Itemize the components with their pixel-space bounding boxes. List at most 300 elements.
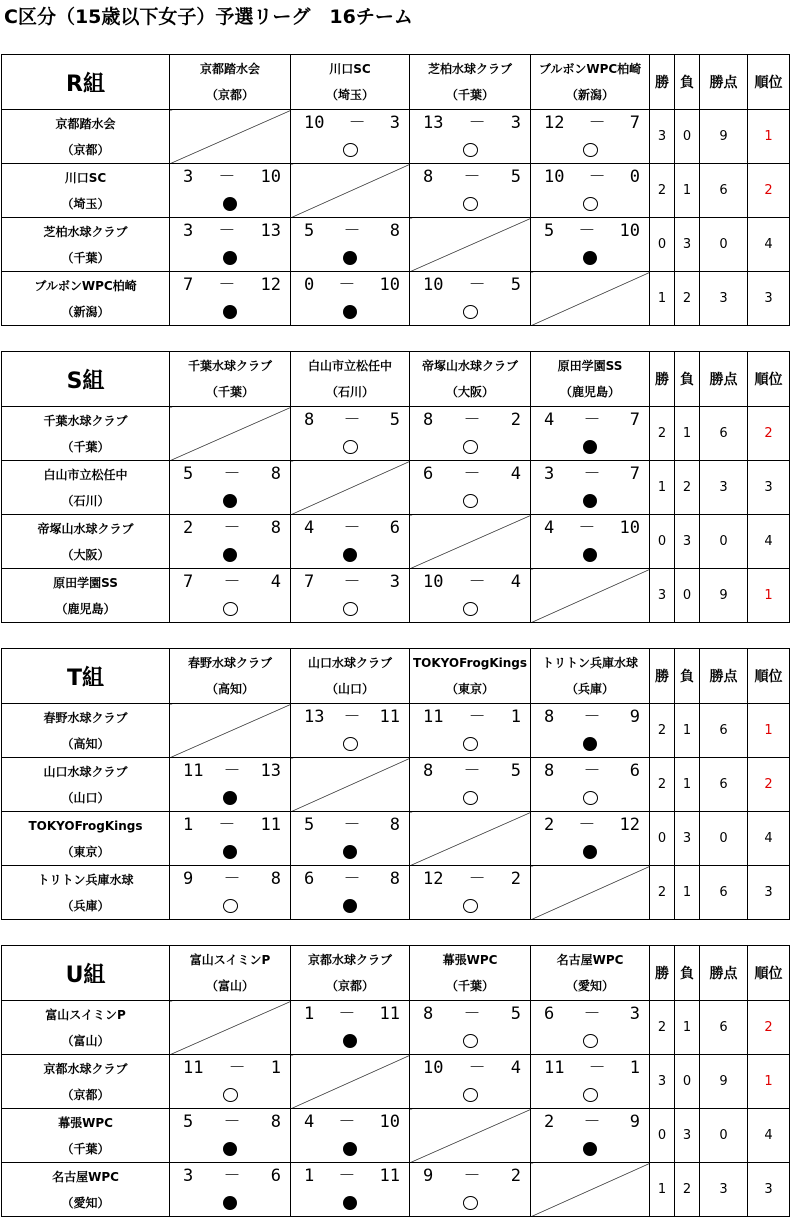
loss-dot-icon xyxy=(223,548,237,562)
team-row xyxy=(2,812,790,866)
wins-cell: 1 xyxy=(650,461,675,515)
score-own: 0 xyxy=(304,275,315,295)
score-own: 10 xyxy=(423,275,444,295)
team-region: （高知） xyxy=(61,736,110,751)
score-own: 3 xyxy=(544,464,555,484)
wins-cell: 2 xyxy=(650,866,675,920)
losses-header: 負 xyxy=(675,946,700,1001)
match-score xyxy=(410,704,530,730)
diagonal-cell xyxy=(170,1001,291,1055)
team-name: 春野水球クラブ xyxy=(43,710,128,725)
team-row xyxy=(2,110,790,164)
score-dash: － xyxy=(223,761,241,781)
score-opponent: 8 xyxy=(270,869,281,889)
losses-header: 負 xyxy=(675,352,700,407)
points-header: 勝点 xyxy=(700,55,748,110)
team-region: （愛知） xyxy=(565,979,614,993)
match-score xyxy=(170,866,290,892)
column-team-header xyxy=(410,946,531,1001)
score-opponent: 2 xyxy=(510,869,521,889)
losses-cell: 1 xyxy=(675,866,700,920)
team-name: TOKYOFrogKings xyxy=(28,818,143,833)
match-score xyxy=(531,515,649,541)
match-score xyxy=(170,218,290,244)
score-opponent: 8 xyxy=(389,221,400,241)
loss-dot-icon xyxy=(583,548,597,562)
win-circle-icon xyxy=(463,440,478,454)
loss-dot-icon xyxy=(343,845,357,859)
team-region: （高知） xyxy=(205,682,254,696)
win-circle-icon xyxy=(343,440,358,454)
team-region: （千葉） xyxy=(61,250,110,265)
match-result xyxy=(291,407,410,461)
score-dash: － xyxy=(468,1058,486,1078)
match-result xyxy=(531,1001,650,1055)
score-opponent: 2 xyxy=(510,1166,521,1186)
score-opponent: 4 xyxy=(270,572,281,592)
result-mark xyxy=(291,136,409,163)
score-own: 5 xyxy=(183,1112,194,1132)
rank-header: 順位 xyxy=(748,946,790,1001)
team-name: 京都踏水会 xyxy=(55,116,116,131)
score-own: 5 xyxy=(304,221,315,241)
match-score xyxy=(531,812,649,838)
match-result xyxy=(291,866,410,920)
score-own: 9 xyxy=(423,1166,434,1186)
score-dash: － xyxy=(338,275,356,295)
match-score xyxy=(531,461,649,487)
loss-dot-icon xyxy=(583,1142,597,1156)
column-team-header xyxy=(291,352,410,407)
score-dash: － xyxy=(588,167,606,187)
result-mark xyxy=(531,730,649,757)
score-opponent: 10 xyxy=(379,275,400,295)
match-result xyxy=(410,1055,531,1109)
points-cell: 9 xyxy=(700,110,748,164)
score-opponent: 10 xyxy=(260,167,281,187)
score-opponent: 3 xyxy=(389,113,400,133)
score-dash: － xyxy=(223,1112,241,1132)
score-dash: － xyxy=(463,167,481,187)
diagonal-cell xyxy=(170,110,291,164)
match-score xyxy=(531,407,649,433)
match-score xyxy=(410,164,530,190)
match-score xyxy=(291,407,409,433)
score-own: 8 xyxy=(423,761,434,781)
league-group xyxy=(1,54,789,326)
row-team-header xyxy=(2,164,170,218)
match-result xyxy=(291,569,410,623)
result-mark xyxy=(170,1189,290,1216)
win-circle-icon xyxy=(223,899,238,913)
column-team-header xyxy=(410,352,531,407)
league-table xyxy=(1,945,790,1217)
column-team-header xyxy=(531,946,650,1001)
score-own: 6 xyxy=(544,1004,555,1024)
score-dash: － xyxy=(343,707,361,727)
match-score xyxy=(170,569,290,595)
score-dash: － xyxy=(578,518,596,538)
score-opponent: 5 xyxy=(510,1004,521,1024)
score-opponent: 3 xyxy=(629,1004,640,1024)
wins-cell: 1 xyxy=(650,1163,675,1217)
points-cell: 6 xyxy=(700,1001,748,1055)
win-circle-icon xyxy=(223,602,238,616)
score-opponent: 4 xyxy=(510,464,521,484)
match-result xyxy=(291,1163,410,1217)
points-cell: 9 xyxy=(700,1055,748,1109)
match-result xyxy=(410,1163,531,1217)
win-circle-icon xyxy=(223,1088,238,1102)
match-result xyxy=(170,866,291,920)
diagonal-cell xyxy=(531,272,650,326)
diagonal-cell xyxy=(291,461,410,515)
score-opponent: 11 xyxy=(379,1166,400,1186)
points-cell: 6 xyxy=(700,758,748,812)
match-score xyxy=(531,1001,649,1027)
score-opponent: 2 xyxy=(510,410,521,430)
score-dash: － xyxy=(343,518,361,538)
match-score xyxy=(170,758,290,784)
header-row xyxy=(2,352,790,407)
match-score xyxy=(531,110,649,136)
team-name: ブルボンWPC柏崎 xyxy=(538,62,642,76)
team-name: 京都水球クラブ xyxy=(307,953,392,967)
rank-cell: 1 xyxy=(748,704,790,758)
win-circle-icon xyxy=(463,899,478,913)
result-mark xyxy=(170,1135,290,1162)
rank-cell: 2 xyxy=(748,1001,790,1055)
header-row xyxy=(2,946,790,1001)
diagonal-cell xyxy=(291,758,410,812)
wins-header: 勝 xyxy=(650,649,675,704)
team-name: 名古屋WPC xyxy=(556,953,624,967)
score-own: 3 xyxy=(183,221,194,241)
team-row xyxy=(2,1055,790,1109)
score-opponent: 10 xyxy=(619,518,640,538)
match-result xyxy=(291,110,410,164)
team-name: 京都踏水会 xyxy=(199,62,260,76)
score-opponent: 6 xyxy=(629,761,640,781)
match-score xyxy=(291,515,409,541)
result-mark xyxy=(410,487,530,514)
score-dash: － xyxy=(583,707,601,727)
result-mark xyxy=(291,1189,409,1216)
match-score xyxy=(291,110,409,136)
score-own: 11 xyxy=(423,707,444,727)
team-name: トリトン兵庫水球 xyxy=(541,656,638,670)
match-result xyxy=(410,110,531,164)
team-row xyxy=(2,758,790,812)
result-mark xyxy=(410,136,530,163)
win-circle-icon xyxy=(463,1196,478,1210)
score-dash: － xyxy=(343,410,361,430)
score-dash: － xyxy=(463,761,481,781)
result-mark xyxy=(170,595,290,622)
result-mark xyxy=(170,541,290,568)
score-dash: － xyxy=(468,869,486,889)
column-team-header xyxy=(531,55,650,110)
team-region: （石川） xyxy=(61,493,110,508)
match-result xyxy=(410,866,531,920)
loss-dot-icon xyxy=(223,197,237,211)
team-region: （大阪） xyxy=(61,547,110,562)
wins-cell: 0 xyxy=(650,812,675,866)
score-opponent: 4 xyxy=(510,572,521,592)
loss-dot-icon xyxy=(223,251,237,265)
losses-cell: 1 xyxy=(675,704,700,758)
match-result xyxy=(291,218,410,272)
loss-dot-icon xyxy=(223,305,237,319)
score-dash: － xyxy=(583,464,601,484)
team-region: （京都） xyxy=(61,142,110,157)
team-name: トリトン兵庫水球 xyxy=(37,872,134,887)
team-region: （千葉） xyxy=(445,88,494,102)
score-opponent: 9 xyxy=(629,1112,640,1132)
score-dash: － xyxy=(223,869,241,889)
score-own: 6 xyxy=(304,869,315,889)
diagonal-cell xyxy=(531,866,650,920)
result-mark xyxy=(531,244,649,271)
score-opponent: 10 xyxy=(619,221,640,241)
losses-cell: 2 xyxy=(675,1163,700,1217)
points-cell: 6 xyxy=(700,704,748,758)
loss-dot-icon xyxy=(343,1142,357,1156)
score-dash: － xyxy=(583,1004,601,1024)
score-own: 5 xyxy=(544,221,555,241)
loss-dot-icon xyxy=(583,845,597,859)
score-dash: － xyxy=(468,707,486,727)
loss-dot-icon xyxy=(343,548,357,562)
score-dash: － xyxy=(343,572,361,592)
team-region: （新潟） xyxy=(565,88,614,102)
score-dash: － xyxy=(223,464,241,484)
team-region: （兵庫） xyxy=(61,898,110,913)
row-team-header xyxy=(2,758,170,812)
result-mark xyxy=(531,136,649,163)
match-score xyxy=(531,758,649,784)
wins-cell: 0 xyxy=(650,515,675,569)
loss-dot-icon xyxy=(583,251,597,265)
league-group xyxy=(1,648,789,920)
result-mark xyxy=(531,1081,649,1108)
score-dash: － xyxy=(463,1004,481,1024)
result-mark xyxy=(410,433,530,460)
score-own: 10 xyxy=(544,167,565,187)
column-team-header xyxy=(410,55,531,110)
score-own: 4 xyxy=(304,518,315,538)
score-dash: － xyxy=(223,518,241,538)
team-name: 帝塚山水球クラブ xyxy=(421,359,518,373)
match-score xyxy=(410,1163,530,1189)
score-own: 13 xyxy=(304,707,325,727)
team-region: （千葉） xyxy=(61,1141,110,1156)
group-name: S組 xyxy=(2,352,170,407)
score-own: 2 xyxy=(544,1112,555,1132)
score-own: 1 xyxy=(304,1004,315,1024)
match-score xyxy=(291,218,409,244)
team-name: 幕張WPC xyxy=(58,1115,113,1130)
match-result xyxy=(531,515,650,569)
score-opponent: 8 xyxy=(270,1112,281,1132)
points-cell: 6 xyxy=(700,407,748,461)
losses-cell: 1 xyxy=(675,758,700,812)
score-opponent: 7 xyxy=(629,113,640,133)
match-score xyxy=(531,704,649,730)
losses-cell: 2 xyxy=(675,461,700,515)
row-team-header xyxy=(2,461,170,515)
column-team-header xyxy=(291,946,410,1001)
score-opponent: 5 xyxy=(510,167,521,187)
rank-cell: 1 xyxy=(748,569,790,623)
team-region: （鹿児島） xyxy=(55,601,116,616)
losses-cell: 3 xyxy=(675,1109,700,1163)
match-score xyxy=(410,461,530,487)
team-name: 川口SC xyxy=(64,170,107,185)
wins-cell: 3 xyxy=(650,110,675,164)
team-region: （山口） xyxy=(325,682,374,696)
match-result xyxy=(410,569,531,623)
score-dash: － xyxy=(583,761,601,781)
score-own: 3 xyxy=(183,167,194,187)
team-name: 山口水球クラブ xyxy=(307,656,392,670)
rank-cell: 2 xyxy=(748,164,790,218)
team-region: （埼玉） xyxy=(325,88,374,102)
league-group xyxy=(1,351,789,623)
match-score xyxy=(170,272,290,298)
score-dash: － xyxy=(583,410,601,430)
score-own: 13 xyxy=(423,113,444,133)
result-mark xyxy=(410,190,530,217)
points-cell: 9 xyxy=(700,569,748,623)
score-opponent: 4 xyxy=(510,1058,521,1078)
match-result xyxy=(531,1055,650,1109)
league-group xyxy=(1,945,789,1217)
result-mark xyxy=(531,1135,649,1162)
result-mark xyxy=(410,730,530,757)
team-name: 富山スイミンP xyxy=(45,1007,126,1022)
score-own: 2 xyxy=(183,518,194,538)
win-circle-icon xyxy=(463,1088,478,1102)
match-score xyxy=(410,272,530,298)
score-dash: － xyxy=(463,410,481,430)
row-team-header xyxy=(2,272,170,326)
match-result xyxy=(170,1163,291,1217)
team-row xyxy=(2,407,790,461)
result-mark xyxy=(170,838,290,865)
result-mark xyxy=(531,541,649,568)
match-score xyxy=(410,110,530,136)
diagonal-cell xyxy=(410,1109,531,1163)
header-row xyxy=(2,55,790,110)
team-name: 帝塚山水球クラブ xyxy=(37,521,134,536)
losses-cell: 2 xyxy=(675,272,700,326)
result-mark xyxy=(291,595,409,622)
rank-cell: 4 xyxy=(748,515,790,569)
team-name: 芝柏水球クラブ xyxy=(43,224,128,239)
row-team-header xyxy=(2,866,170,920)
team-region: （京都） xyxy=(325,979,374,993)
team-name: 千葉水球クラブ xyxy=(43,413,128,428)
score-dash: － xyxy=(228,1058,246,1078)
score-dash: － xyxy=(343,221,361,241)
column-team-header xyxy=(170,55,291,110)
match-result xyxy=(531,1109,650,1163)
result-mark xyxy=(291,1135,409,1162)
match-result xyxy=(170,218,291,272)
loss-dot-icon xyxy=(343,899,357,913)
score-dash: － xyxy=(588,1058,606,1078)
match-score xyxy=(410,866,530,892)
diagonal-cell xyxy=(291,164,410,218)
column-team-header xyxy=(291,55,410,110)
score-opponent: 8 xyxy=(270,464,281,484)
score-own: 8 xyxy=(423,410,434,430)
match-score xyxy=(531,164,649,190)
match-score xyxy=(291,866,409,892)
score-dash: － xyxy=(588,113,606,133)
result-mark xyxy=(410,1081,530,1108)
score-own: 12 xyxy=(544,113,565,133)
result-mark xyxy=(410,1189,530,1216)
league-table xyxy=(1,54,790,326)
team-name: 白山市立松任中 xyxy=(43,467,128,482)
row-team-header xyxy=(2,515,170,569)
match-score xyxy=(291,704,409,730)
match-score xyxy=(170,1163,290,1189)
row-team-header xyxy=(2,1163,170,1217)
match-score xyxy=(170,1055,290,1081)
header-row xyxy=(2,649,790,704)
row-team-header xyxy=(2,1109,170,1163)
score-own: 11 xyxy=(544,1058,565,1078)
score-opponent: 6 xyxy=(270,1166,281,1186)
score-dash: － xyxy=(338,1004,356,1024)
match-result xyxy=(410,704,531,758)
wins-cell: 2 xyxy=(650,164,675,218)
match-result xyxy=(170,515,291,569)
score-opponent: 8 xyxy=(270,518,281,538)
column-team-header xyxy=(170,946,291,1001)
team-row xyxy=(2,515,790,569)
win-circle-icon xyxy=(343,602,358,616)
match-score xyxy=(291,272,409,298)
row-team-header xyxy=(2,218,170,272)
team-region: （新潟） xyxy=(61,304,110,319)
team-row xyxy=(2,1163,790,1217)
rank-cell: 4 xyxy=(748,812,790,866)
score-own: 10 xyxy=(423,572,444,592)
rank-cell: 1 xyxy=(748,1055,790,1109)
points-cell: 0 xyxy=(700,1109,748,1163)
match-result xyxy=(170,812,291,866)
points-cell: 6 xyxy=(700,164,748,218)
loss-dot-icon xyxy=(583,494,597,508)
result-mark xyxy=(291,298,409,325)
score-opponent: 3 xyxy=(389,572,400,592)
win-circle-icon xyxy=(583,143,598,157)
score-opponent: 10 xyxy=(379,1112,400,1132)
match-score xyxy=(291,812,409,838)
row-team-header xyxy=(2,704,170,758)
score-dash: － xyxy=(583,1112,601,1132)
group-name: U組 xyxy=(2,946,170,1001)
row-team-header xyxy=(2,569,170,623)
wins-header: 勝 xyxy=(650,352,675,407)
score-own: 7 xyxy=(183,572,194,592)
score-dash: － xyxy=(578,221,596,241)
diagonal-cell xyxy=(531,1163,650,1217)
